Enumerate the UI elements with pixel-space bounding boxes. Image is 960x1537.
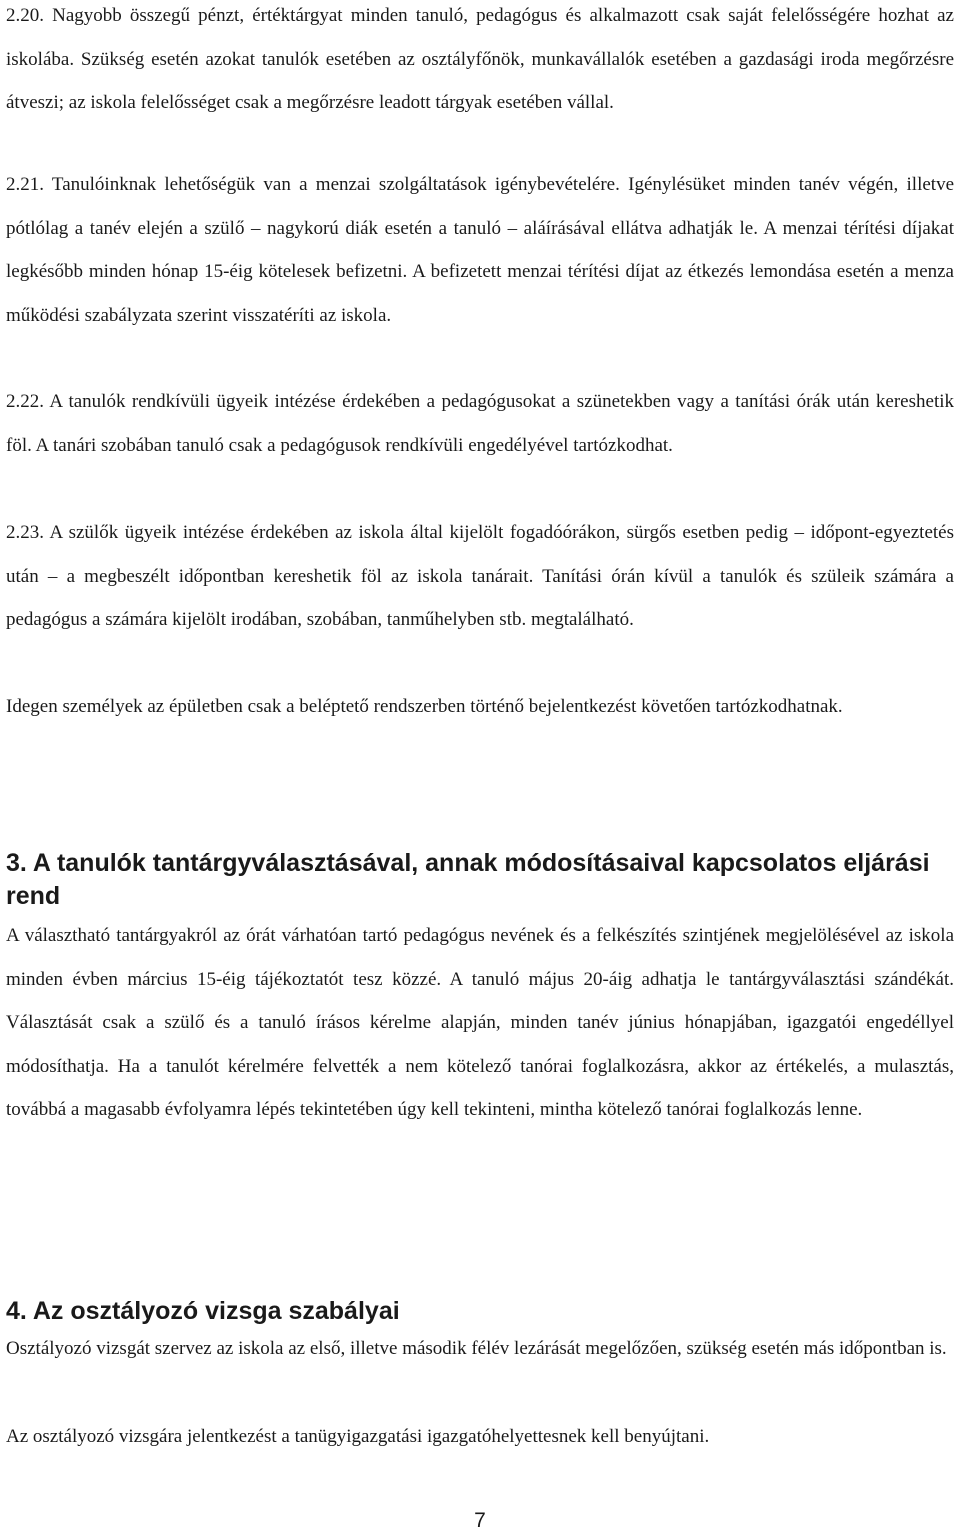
section-3-heading: 3. A tanulók tantárgyválasztásával, annak módosításaival kapcsolatos eljárási rend bbox=[6, 849, 930, 910]
section-4-paragraph-2: Az osztályozó vizsgára jelentkezést a tanügyigazgatási igazgatóhelyettesnek kell benyújtani. bbox=[6, 1426, 710, 1447]
page-number: 7 bbox=[474, 1509, 486, 1532]
section-3-body: A választható tantárgyakról az órát várhatóan tartó pedagógus nevének és a felkészítés szintjének megjelölésével az iskola minden évben március 15-éig tájékoztatót tesz közzé. A tanuló május 20-áig adhatja le tantárgyválasztási szándékát. Választását csak a szülő és a tanuló írásos kérelme alapján, minden tanév június hónapjában, igazgatói engedéllyel módosíthatja. Ha a tanulót kérelmére felvették a nem kötelező tanórai foglalkozásra, akkor az értékelés, a mulasztás, továbbá a magasabb évfolyamra lépés tekintetében úgy kell tekinteni, mintha kötelező tanórai foglalkozás lenne. bbox=[6, 925, 954, 1120]
paragraph-2-23: 2.23. A szülők ügyeik intézése érdekében az iskola által kijelölt fogadóórákon, sürgős esetben pedig – időpont-egyeztetés után – a megbeszélt időpontban kereshetik föl az iskola tanárait. Tanítási órán kívül a tanulók és szüleik számára a pedagógus a számára kijelölt irodában, szobában, tanműhelyben stb. megtalálható. bbox=[6, 522, 954, 630]
section-4-paragraph-1: Osztályozó vizsgát szervez az iskola az első, illetve második félév lezárását megelőzően, szükség esetén más időpontban is. bbox=[6, 1338, 947, 1359]
paragraph-2-21: 2.21. Tanulóinknak lehetőségük van a menzai szolgáltatások igénybevételére. Igénylésüket minden tanév végén, illetve pótlólag a tanév elején a szülő – nagykorú diák esetén a tanuló – aláírásával ellátva adhatják le. A menzai térítési díjakat legkésőbb minden hónap 15-éig kötelesek befizetni. A befizetett menzai térítési díjat az étkezés lemondása esetén a menza működési szabályzata szerint visszatéríti az iskola. bbox=[6, 174, 954, 326]
paragraph-2-20: 2.20. Nagyobb összegű pénzt, értéktárgyat minden tanuló, pedagógus és alkalmazott csak saját felelősségére hozhat az iskolába. Szükség esetén azokat tanulók esetében az osztályfőnök, munkavállalók esetében a gazdasági iroda megőrzésre átveszi; az iskola felelősséget csak a megőrzésre leadott tárgyak esetében vállal. bbox=[6, 5, 954, 113]
paragraph-visitors: Idegen személyek az épületben csak a beléptető rendszerben történő bejelentkezést követően tartózkodhatnak. bbox=[6, 696, 843, 717]
section-4-heading: 4. Az osztályozó vizsga szabályai bbox=[6, 1297, 400, 1325]
paragraph-2-22: 2.22. A tanulók rendkívüli ügyeik intézése érdekében a pedagógusokat a szünetekben vagy a tanítási órák után kereshetik föl. A tanári szobában tanuló csak a pedagógusok rendkívüli engedélyével tartózkodhat. bbox=[6, 391, 954, 456]
